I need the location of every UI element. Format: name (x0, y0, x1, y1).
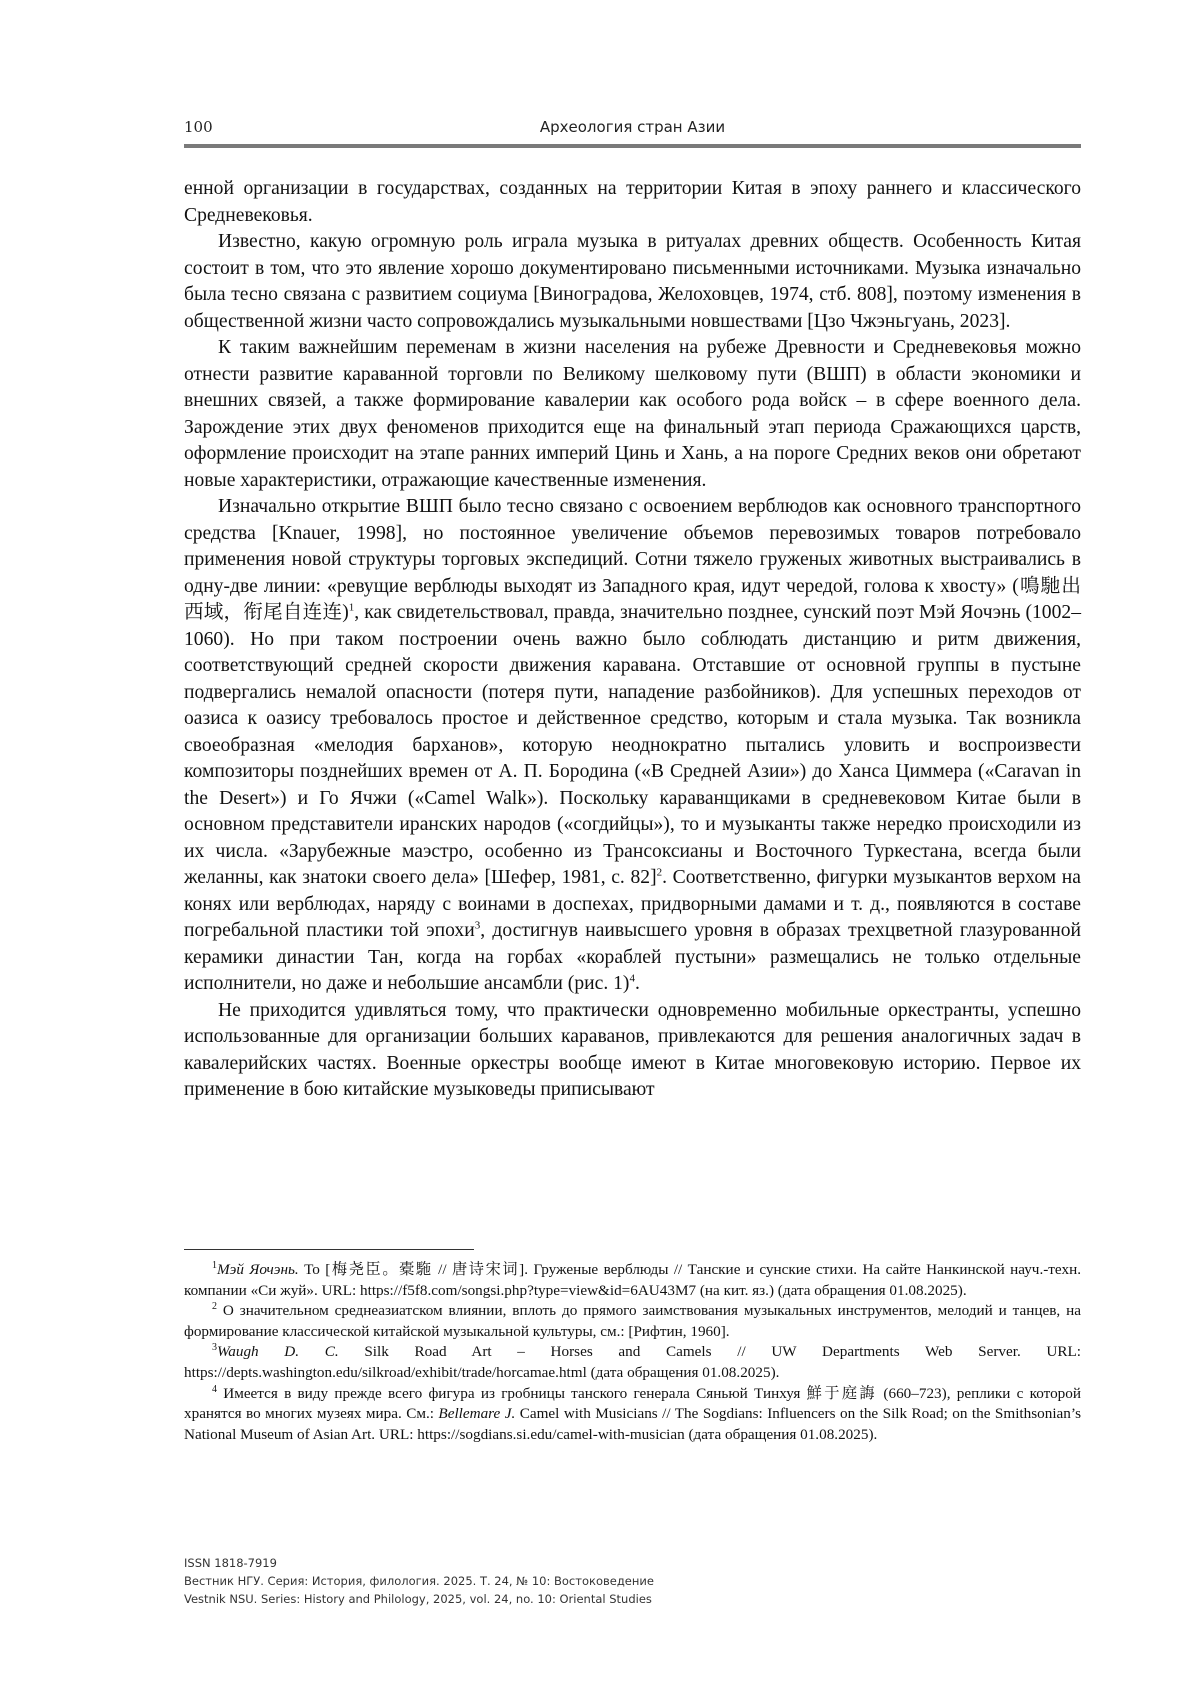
paragraph: Известно, какую огромную роль играла музыка в ритуалах древних обществ. Особенность Китая состоит в том, что это явление хорошо документировано письменными источниками. Музыка изначально была тесно связана с развитием социума [Виноградова, Желоховцев, 1974, стб. 808], поэтому изменения в общественной жизни часто сопровождались музыкальными новшествами [Цзо Чжэньгуань, 2023]. (184, 231, 1081, 332)
footnote-text: О значительном среднеазиатском влиянии, вплоть до прямого заимствования музыкальных инструментов, мелодий и танцев, на формирование классической китайской музыкальной культуры, см.: [Рифтин, 1960]. (184, 1302, 1081, 1340)
footnote (184, 1260, 1081, 1301)
paragraph: енной организации в государствах, созданных на территории Китая в эпоху раннего и классического Средневековья. (184, 178, 1081, 226)
paragraph-text: . Соответственно, фигурки музыкантов верхом на конях или верблюдах, наряду с воинами в доспехах, придворными дамами и т. д., появляются в составе погребальной пластики той эпохи (184, 867, 1081, 941)
journal-section-title: Археология стран Азии (539, 118, 726, 136)
footnote-text: То [梅尧臣。橐駞 // 唐诗宋词]. Груженые верблюды // Танские и сунские стихи. На сайте Нанкинской науч.-техн. компании «Си жуй». URL: https://f5f8.com/songsi.php?type=view&id=6AU43M7 (на кит. яз.) (дата обращения 01.08.2025). (184, 1261, 1081, 1299)
header-rule (184, 144, 1081, 148)
paragraph-text: , достигнув наивысшего уровня в образах трехцветной глазурованной керамики династии Тан, когда на горбах «кораблей пустыни» размещались не только отдельные исполнители, но даже и небольшие ансамбли (рис. 1) (184, 920, 1081, 994)
footnote-author: Waugh D. C. (217, 1343, 339, 1361)
footnote-separator (184, 1249, 474, 1250)
issn: ISSN 1818-7919 (184, 1556, 277, 1570)
running-header (184, 118, 1081, 140)
footnote-author: Мэй Яочэнь. (217, 1261, 299, 1278)
footnote-number: 3 (212, 1342, 217, 1354)
citation-en: Vestnik NSU. Series: History and Philology, 2025, vol. 24, no. 10: Oriental Studies (184, 1592, 652, 1606)
page-footer (184, 1554, 884, 1608)
footnote-ref: 2 (656, 866, 663, 879)
paragraph: К таким важнейшим переменам в жизни населения на рубеже Древности и Средневековья можно отнести развитие караванной торговли по Великому шелковому пути (ВШП) в области экономики и внешних связей, а также формирование кавалерии как особого рода войск – в сфере военного дела. Зарождение этих двух феноменов приходится еще на финальный этап периода Сражающихся царств, оформление происходит на этапе ранних империй Цинь и Хань, а на пороге Средних веков они обретают новые характеристики, отражающие качественные изменения. (184, 337, 1081, 491)
footnote (184, 1342, 1081, 1383)
footnote (184, 1384, 1081, 1446)
footnote-text: Silk Road Art – Horses and Camels // UW Departments Web Server. URL: https://depts.washington.edu/silkroad/exhibit/trade/horcamae.html (дата обращения 01.08.2025). (184, 1343, 1082, 1381)
footnote-number: 2 (212, 1301, 217, 1313)
footnote-ref: 3 (474, 919, 481, 932)
footnote-number: 4 (212, 1383, 217, 1395)
page-number: 100 (184, 118, 213, 136)
footnote (184, 1301, 1081, 1342)
paragraph-text: Изначально открытие ВШП было тесно связано с освоением верблюдов как основного транспортного средства [Knauer, 1998], но постоянное увеличение объемов перевозимых товаров потребовало применения новой структуры торговых экспедиций. Сотни тяжело груженых животных выстраивались в одну-две линии: «ревущие верблюды выходят из Западного края, идут чередой, голова к хвосту» (鳴馳出西域，衔尾自连连) (184, 496, 1081, 623)
footnote-author: Bellemare J. (438, 1405, 516, 1423)
citation-ru: Вестник НГУ. Серия: История, филология. 2025. Т. 24, № 10: Востоковедение (184, 1574, 654, 1588)
paragraph (184, 494, 1081, 998)
footnote-ref: 1 (348, 601, 355, 614)
footnote-number: 1 (212, 1259, 217, 1271)
main-text (184, 176, 1081, 1104)
paragraph-text: , как свидетельствовал, правда, значительно позднее, сунский поэт Мэй Яочэнь (1002–1060). Но при таком построении очень важно было соблюдать дистанцию и ритм движения, соответствующий средней скорости движения каравана. Отставшие от основной группы в пустыне подвергались немалой опасности (потеря пути, нападение разбойников). Для успешных переходов от оазиса к оазису требовалось простое и действенное средство, которым и стала музыка. Так возникла своеобразная «мелодия барханов», которую неоднократно пытались уловить и воспроизвести композиторы позднейших времен от А. П. Бородина («В Средней Азии») до Ханса Циммера («Caravan in the Desert») и Го Ячжи («Camel Walk»). Поскольку караванщиками в средневековом Китае были в основном представители иранских народов («согдийцы»), то и музыканты также нередко происходили из их числа. «Зарубежные маэстро, особенно из Трансоксианы и Восточного Туркестана, всегда были желанны, как знатоки своего дела» [Шефер, 1981, с. 82] (184, 602, 1081, 888)
paragraph: Не приходится удивляться тому, что практически одновременно мобильные оркестранты, успешно использованные для организации больших караванов, привлекаются для решения аналогичных задач в кавалерийских частях. Военные оркестры вообще имеют в Китае многовековую историю. Первое их применение в бою китайские музыковеды приписывают (184, 999, 1081, 1100)
paragraph-text: . (634, 973, 640, 994)
footnotes (184, 1260, 1081, 1445)
footnote-ref: 4 (629, 972, 635, 985)
footnote-text: Camel with Musicians // The Sogdians: Influencers on the Silk Road; on the Smithsonian’s National Museum of Asian Art. URL: https://sogdians.si.edu/camel-with-musician (дата обращения 01.08.2025). (184, 1405, 1082, 1443)
footnote-text: Имеется в виду прежде всего фигура из гробницы танского генерала Сяньюй Тинхуя 鮮于庭誨 (660–723), реплики с которой хранятся во многих музеях мира. См.: (184, 1384, 1081, 1423)
